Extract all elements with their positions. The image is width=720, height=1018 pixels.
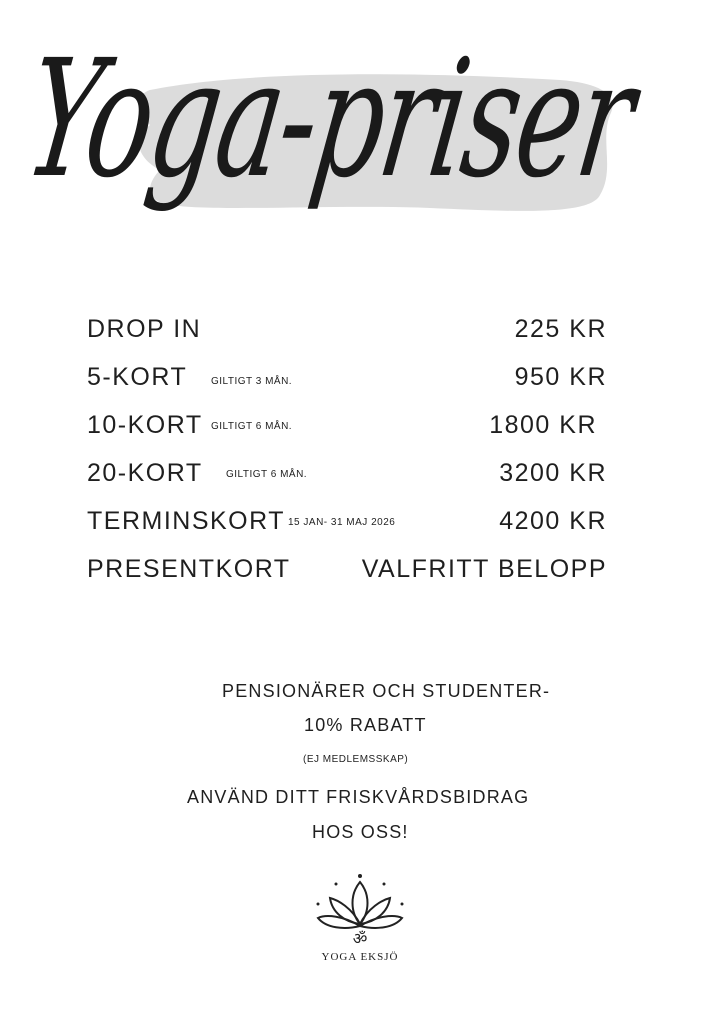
price-value: 4200 KR [499,507,607,535]
price-note: 15 JAN- 31 MAJ 2026 [288,517,396,528]
discount-percent-text: 10% RABATT [304,715,427,735]
price-note: GILTIGT 6 MÅN. [211,421,293,432]
pensioner-discount-text: PENSIONÄRER OCH STUDENTER- [222,681,551,701]
price-name: TERMINSKORT [87,507,285,535]
price-name: DROP IN [87,315,202,343]
price-value: 225 KR [514,315,607,343]
price-row-presentkort [87,550,607,598]
friskvard-text: ANVÄND DITT FRISKVÅRDSBIDRAG [187,787,530,807]
price-row-10-kort [87,406,607,454]
price-name: PRESENTKORT [87,555,291,583]
price-list [87,310,607,598]
hos-oss-text: HOS OSS! [312,822,409,842]
price-name: 10-KORT [87,411,203,439]
membership-note: (EJ MEDLEMSSKAP) [303,754,409,765]
price-name: 20-KORT [87,459,203,487]
svg-text:ॐ: ॐ [352,929,368,948]
price-note: GILTIGT 6 MÅN. [226,469,308,480]
price-name: 5-KORT [87,363,188,391]
price-row-terminskort [87,502,607,550]
price-row-drop-in [87,310,607,358]
price-value: 1800 KR [489,411,597,439]
logo-text: YOGA EKSJÖ [321,951,399,963]
price-row-20-kort [87,454,607,502]
price-value: 3200 KR [499,459,607,487]
page-title: Yoga-priser [15,26,644,214]
title-area [0,0,720,290]
price-note: GILTIGT 3 MÅN. [211,376,293,387]
price-value: VALFRITT BELOPP [361,555,607,583]
price-value: 950 KR [514,363,607,391]
price-row-5-kort [87,358,607,406]
